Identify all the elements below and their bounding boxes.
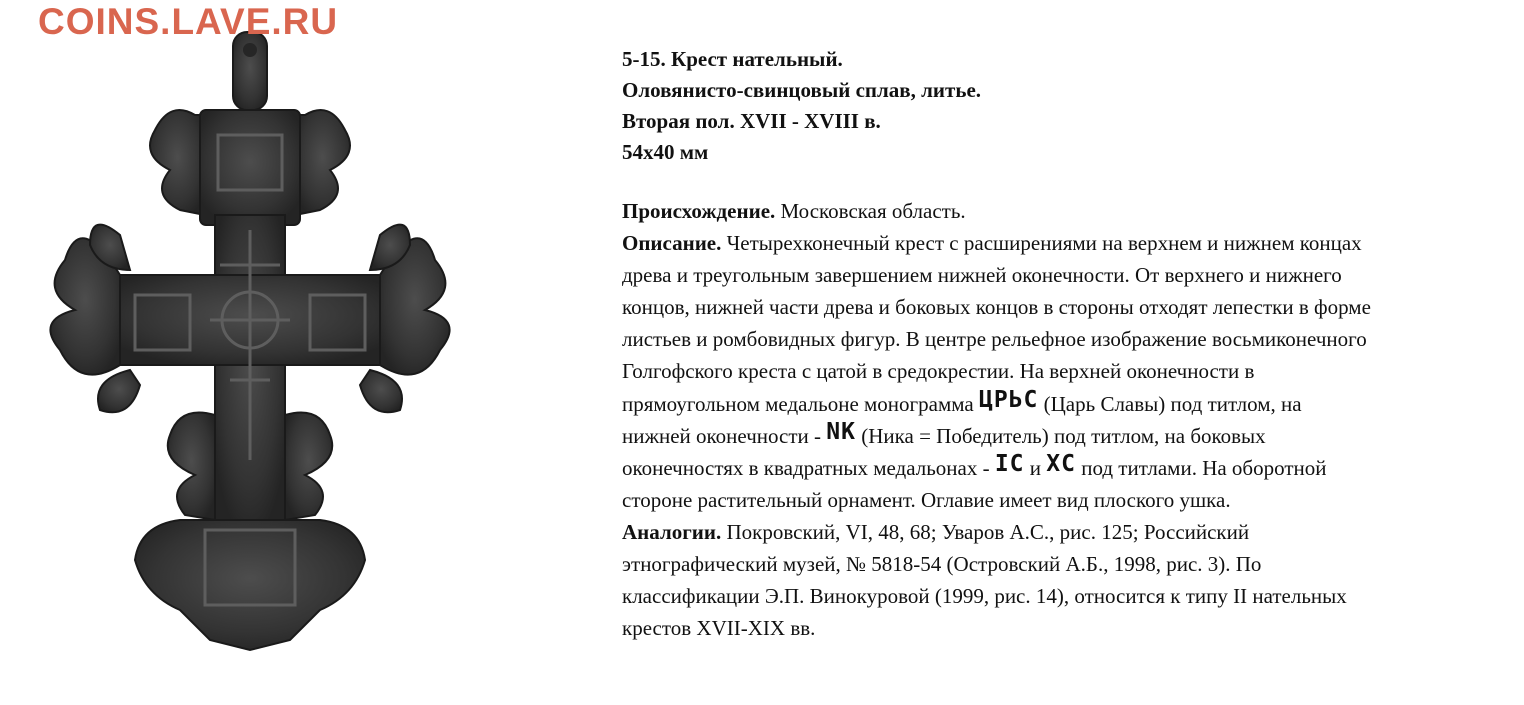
description-text: Четырехконечный крест с расширениями на верхнем и нижнем концах	[721, 231, 1362, 256]
analogies-label: Аналогии.	[622, 519, 722, 544]
description-line-9: стороне растительный орнамент. Оглавие имеет вид плоского ушка.	[622, 487, 1231, 512]
item-size: 54х40 мм	[622, 140, 709, 164]
item-title: 5-15. Крест нательный.	[622, 47, 843, 71]
description-text: прямоугольном медальоне монограмма	[622, 391, 979, 416]
description-line-4: листьев и ромбовидных фигур. В центре рельефное изображение восьмиконечного	[622, 327, 1367, 352]
cross-photo	[20, 20, 510, 660]
description-text: (Ника = Победитель) под титлом, на боковых	[855, 423, 1266, 448]
description-line-2: древа и треугольным завершением нижней оконечности. От верхнего и нижнего	[622, 263, 1342, 288]
origin-line	[622, 195, 1522, 227]
monogram-tsrs: ЦРЬС	[979, 386, 1039, 413]
description-line-1	[622, 227, 1522, 259]
item-date: Вторая пол. XVII - XVIII в.	[622, 109, 881, 133]
description-text: оконечностях в квадратных медальонах -	[622, 455, 995, 480]
description-line-3: концов, нижней части древа и боковых концов в стороны отходят лепестки в форме	[622, 295, 1371, 320]
description-line-8	[622, 452, 1522, 484]
analogies-line-1	[622, 516, 1522, 548]
origin-label: Происхождение.	[622, 199, 776, 223]
origin-text: Московская область.	[775, 199, 966, 223]
description-text: (Царь Славы) под титлом, на	[1038, 391, 1302, 416]
description-line-5: Голгофского креста с цатой в средокрестии. На верхней оконечности в	[622, 359, 1255, 384]
monogram-ic: IC	[994, 450, 1025, 477]
analogies-line-3: классификации Э.П. Винокуровой (1999, рис. 14), относится к типу II нательных	[622, 584, 1347, 609]
site-watermark: COINS.LAVE.RU	[38, 1, 339, 42]
analogies-line-2: этнографический музей, № 5818-54 (Островский А.Б., 1998, рис. 3). По	[622, 552, 1262, 577]
description-label: Описание.	[622, 231, 722, 256]
item-material: Оловянисто-свинцовый сплав, литье.	[622, 78, 982, 102]
description-line-6	[622, 388, 1522, 420]
description-text: нижней оконечности -	[622, 423, 827, 448]
description-text: и	[1024, 455, 1047, 480]
monogram-xc: XC	[1046, 450, 1076, 477]
description-text-block	[622, 44, 1522, 644]
analogies-line-4: крестов XVII-XIX вв.	[622, 616, 816, 641]
description-text: под титлами. На оборотной	[1075, 455, 1327, 480]
monogram-nk: NK	[826, 418, 856, 445]
analogies-text: Покровский, VI, 48, 68; Уваров А.С., рис. 125; Российский	[721, 519, 1250, 544]
